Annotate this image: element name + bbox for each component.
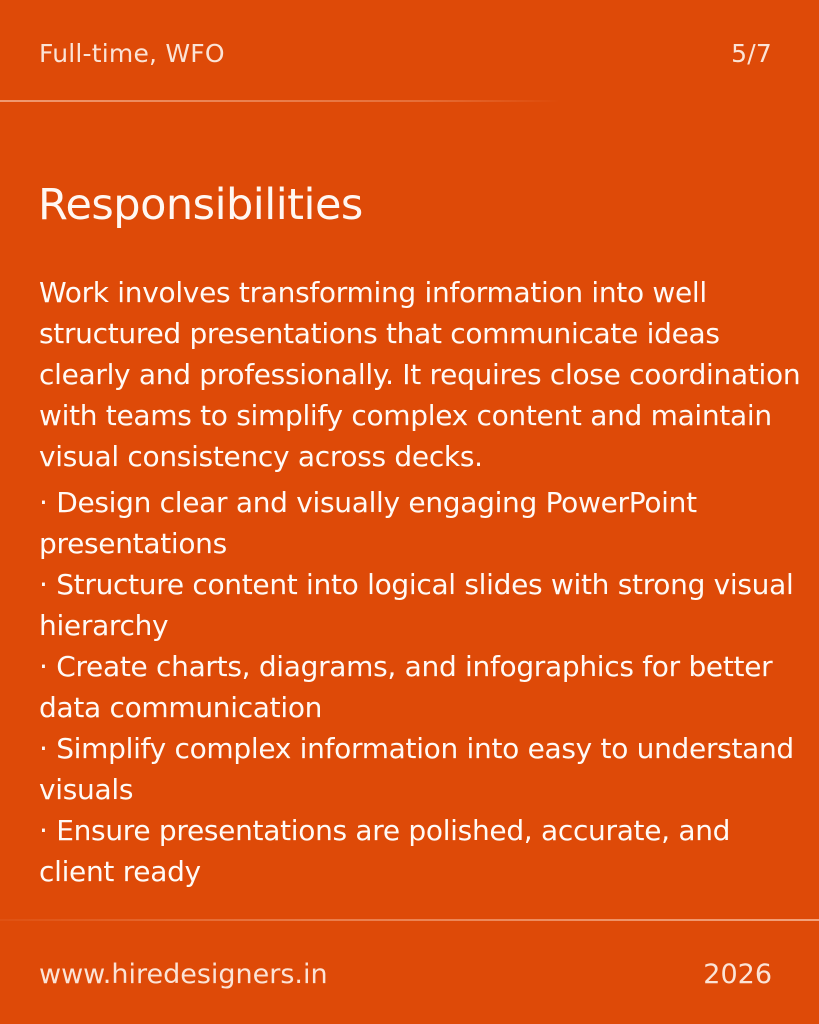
bottom-divider [0, 919, 819, 921]
year-label: 2026 [703, 958, 772, 990]
page-indicator: 5/7 [731, 38, 772, 68]
intro-paragraph: Work involves transforming information into well structured presentations that communicate ideas clearly and professionally. It requires close coordination with teams to simplify complex content and maintain visual consistency across decks. [39, 276, 801, 473]
responsibilities-list [39, 482, 809, 892]
website-link[interactable]: www.hiredesigners.in [39, 958, 328, 990]
top-divider [0, 100, 560, 102]
header [39, 33, 772, 73]
list-item: · Simplify complex information into easy to understand visuals [39, 732, 794, 806]
list-item: · Ensure presentations are polished, accurate, and client ready [39, 814, 731, 888]
responsibilities-content [39, 272, 809, 892]
section-title: Responsibilities [38, 180, 363, 230]
list-item: · Structure content into logical slides with strong visual hierarchy [39, 568, 794, 642]
job-type-label: Full-time, WFO [39, 38, 225, 68]
list-item: · Create charts, diagrams, and infographics for better data communication [39, 650, 773, 724]
list-item: · Design clear and visually engaging PowerPoint presentations [39, 486, 697, 560]
footer [39, 952, 772, 996]
